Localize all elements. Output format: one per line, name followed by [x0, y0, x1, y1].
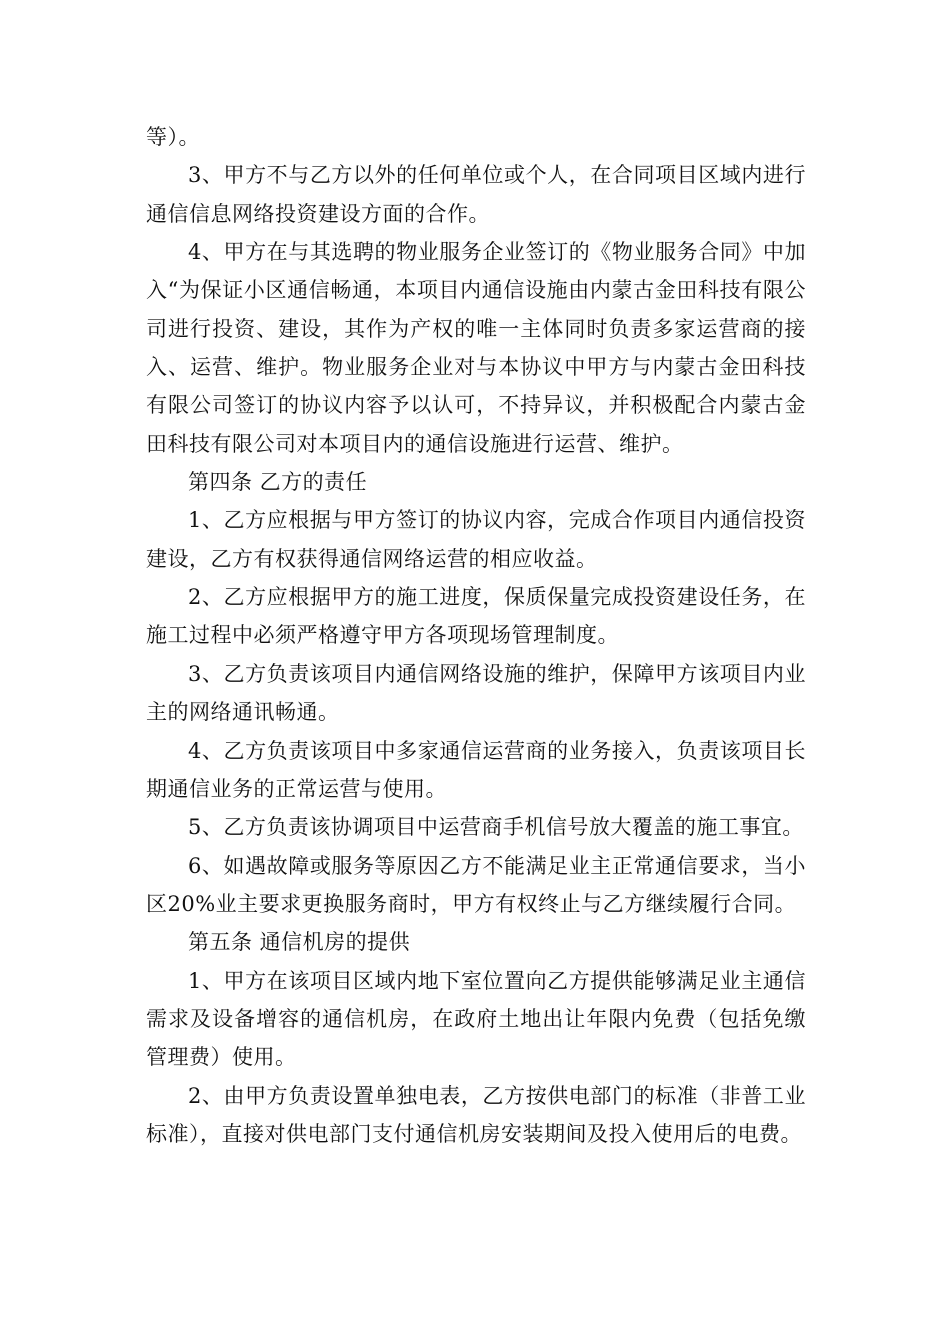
paragraph-clause-5-1: 1、甲方在该项目区域内地下室位置向乙方提供能够满足业主通信需求及设备增容的通信机房，在政府土地出让年限内免费（包括免缴管理费）使用。 — [146, 968, 806, 1070]
paragraph-clause-4-4: 4、乙方负责该项目中多家通信运营商的业务接入，负责该项目长期通信业务的正常运营与使用。 — [146, 738, 806, 801]
paragraph-clause-4-3: 3、乙方负责该项目内通信网络设施的维护，保障甲方该项目内业主的网络通讯畅通。 — [146, 661, 806, 725]
paragraph-continuation: 等）。 — [146, 125, 200, 149]
paragraph-clause-3-3: 3、甲方不与乙方以外的任何单位或个人，在合同项目区域内进行通信信息网络投资建设方面的合作。 — [146, 163, 806, 226]
section-heading-article-4: 第四条 乙方的责任 — [188, 470, 368, 495]
paragraph-clause-4-5: 5、乙方负责该协调项目中运营商手机信号放大覆盖的施工事宜。 — [188, 815, 804, 840]
paragraph-clause-4-2: 2、乙方应根据甲方的施工进度，保质保量完成投资建设任务，在施工过程中必须严格遵守甲方各项现场管理制度。 — [146, 585, 806, 648]
paragraph-clause-5-2: 2、由甲方负责设置单独电表，乙方按供电部门的标准（非普工业标准），直接对供电部门支付通信机房安装期间及投入使用后的电费。 — [146, 1083, 806, 1146]
section-heading-article-5: 第五条 通信机房的提供 — [188, 930, 411, 955]
paragraph-clause-3-4: 4、甲方在与其选聘的物业服务企业签订的《物业服务合同》中加入“为保证小区通信畅通，本项目内通信设施由内蒙古金田科技有限公司进行投资、建设，其作为产权的唯一主体同时负责多家运营商的接入、运营、维护。物业服务企业对与本协议中甲方与内蒙古金田科技有限公司签订的协议内容予以认可，不持异议，并积极配合内蒙古金田科技有限公司对本项目内的通信设施进行运营、维护。 — [146, 240, 806, 456]
paragraph-clause-4-1: 1、乙方应根据与甲方签订的协议内容，完成合作项目内通信投资建设，乙方有权获得通信网络运营的相应收益。 — [146, 508, 806, 571]
paragraph-clause-4-6: 6、如遇故障或服务等原因乙方不能满足业主正常通信要求，当小区20%业主要求更换服务商时，甲方有权终止与乙方继续履行合同。 — [146, 853, 806, 916]
document-body — [146, 118, 806, 1153]
